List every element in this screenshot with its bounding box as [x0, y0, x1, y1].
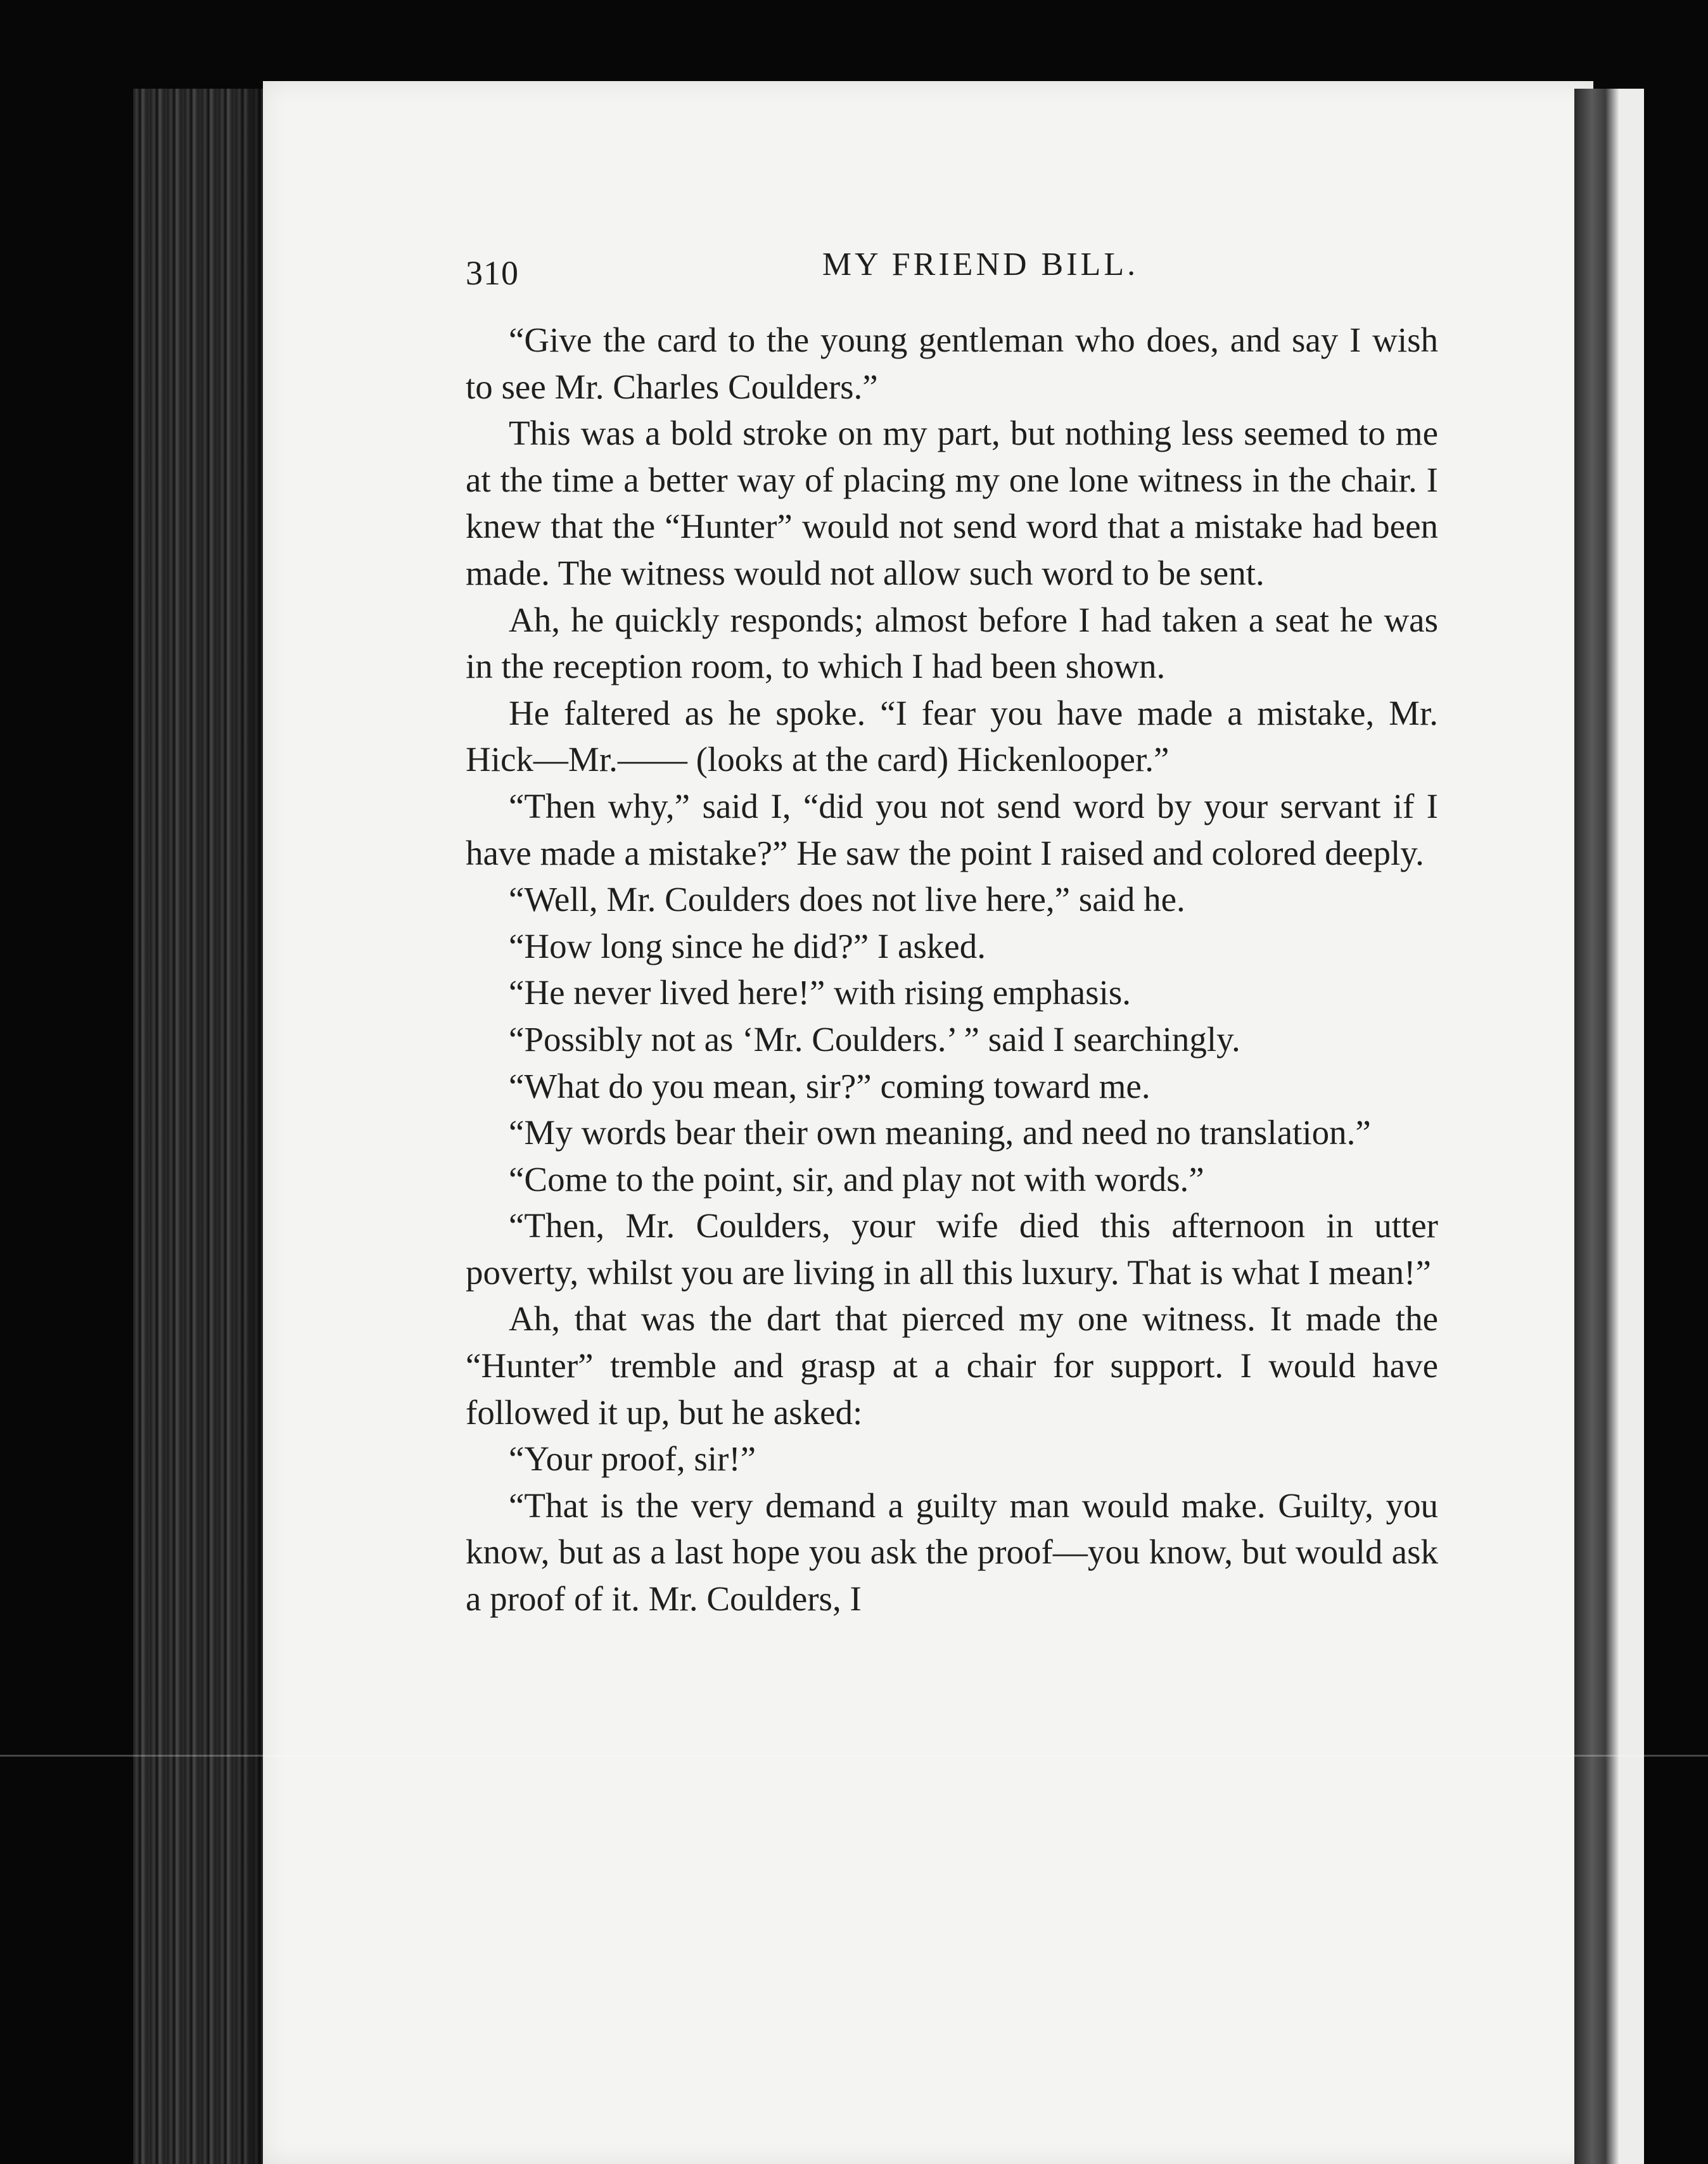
paragraph: “Come to the point, sir, and play not with words.”	[509, 1159, 1204, 1199]
body-text	[466, 317, 1438, 1622]
paragraph: “Your proof, sir!”	[509, 1439, 756, 1479]
paragraph: “Possibly not as ‘Mr. Coulders.’ ” said I searchingly.	[509, 1019, 1240, 1059]
paragraph: “Give the card to the young gentleman who does, and say I wish to see Mr. Charles Coulders.”	[466, 321, 1438, 406]
paragraph: Ah, that was the dart that pierced my one witness. It made the “Hunter” tremble and grasp at a chair for support. I would have followed it up, but he asked:	[466, 1299, 1438, 1432]
gutter-shadow	[234, 89, 266, 2164]
paragraph: “Then why,” said I, “did you not send word by your servant if I have made a mistake?” He saw the point I raised and colored deeply.	[466, 786, 1438, 872]
scan-artifact-line	[0, 1755, 1708, 1757]
page-number: 310	[466, 254, 519, 292]
book-edge-right	[1574, 89, 1619, 2164]
paragraph: “Then, Mr. Coulders, your wife died this afternoon in utter poverty, whilst you are living in all this luxury. That is what I mean!”	[466, 1206, 1438, 1292]
paragraph: “That is the very demand a guilty man would make. Guilty, you know, but as a last hope you ask the proof—you know, but would ask a proof of it. Mr. Coulders, I	[466, 1486, 1438, 1619]
paragraph: “He never lived here!” with rising emphasis.	[509, 973, 1131, 1012]
paragraph: He faltered as he spoke. “I fear you have made a mistake, Mr. Hick—Mr.—— (looks at the card) Hickenlooper.”	[466, 693, 1438, 779]
running-head	[466, 246, 1438, 296]
running-title: MY FRIEND BILL.	[822, 246, 1139, 283]
paragraph: Ah, he quickly responds; almost before I had taken a seat he was in the reception room, to which I had been shown.	[466, 600, 1438, 686]
paragraph: This was a bold stroke on my part, but nothing less seemed to me at the time a better way of placing my one lone witness in the chair. I knew that the “Hunter” would not send word that a mistake had been made. The witness would not allow such word to be sent.	[466, 414, 1438, 592]
paragraph: “What do you mean, sir?” coming toward me.	[509, 1066, 1150, 1105]
paragraph: “Well, Mr. Coulders does not live here,” said he.	[509, 880, 1185, 919]
book-edge-right-light	[1619, 89, 1644, 2164]
paragraph: “How long since he did?” I asked.	[509, 926, 986, 965]
paragraph: “My words bear their own meaning, and need no translation.”	[509, 1113, 1371, 1152]
